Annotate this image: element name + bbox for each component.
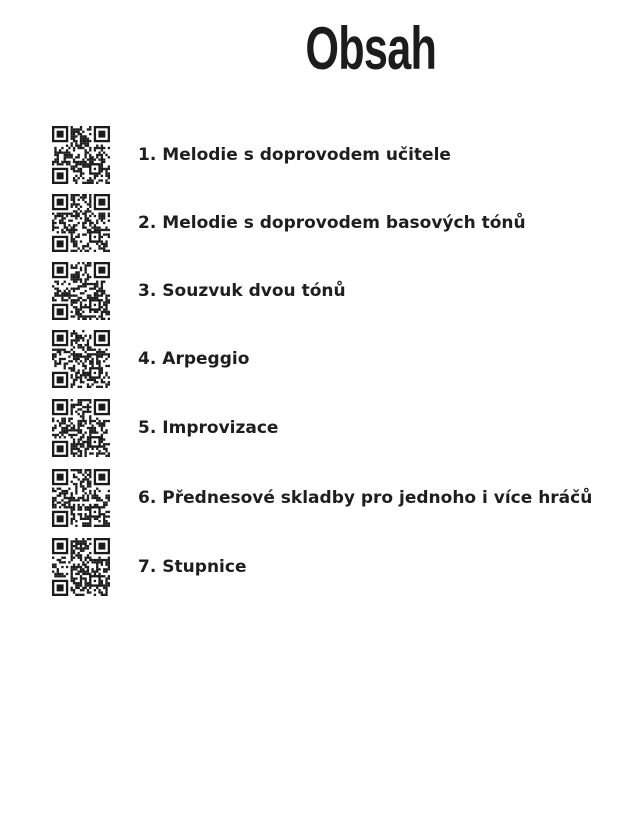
toc-entry-number: 2. [138, 213, 157, 233]
qr-code-icon[interactable] [52, 262, 110, 320]
toc-entry-number: 3. [138, 281, 157, 301]
toc-entry-label [138, 399, 278, 457]
toc-entry-5[interactable] [52, 399, 612, 457]
toc-entry-number: 7. [138, 557, 157, 577]
toc-entry-title: Melodie s doprovodem basových tónů [162, 213, 526, 233]
toc-entry-title: Arpeggio [162, 349, 250, 369]
qr-code-icon[interactable] [52, 126, 110, 184]
toc-entry-number: 1. [138, 145, 157, 165]
toc-entry-number: 4. [138, 349, 157, 369]
toc-entry-label [138, 194, 526, 252]
page-title: Obsah [305, 15, 437, 82]
toc-entry-title: Souzvuk dvou tónů [162, 281, 346, 301]
toc-entry-1[interactable] [52, 126, 612, 184]
qr-code-icon[interactable] [52, 469, 110, 527]
qr-code-icon[interactable] [52, 330, 110, 388]
toc-entry-4[interactable] [52, 330, 612, 388]
toc-entry-2[interactable] [52, 194, 612, 252]
toc-entry-label [138, 538, 246, 596]
toc-entry-label [138, 330, 249, 388]
qr-code-icon[interactable] [52, 538, 110, 596]
toc-entry-title: Melodie s doprovodem učitele [162, 145, 451, 165]
toc-entry-3[interactable] [52, 262, 612, 320]
toc-entry-label [138, 262, 346, 320]
toc-entry-label [138, 469, 592, 527]
toc-entry-title: Stupnice [162, 557, 247, 577]
toc-entry-7[interactable] [52, 538, 612, 596]
toc-entry-title: Improvizace [162, 418, 279, 438]
toc-entry-6[interactable] [52, 469, 612, 527]
toc-entry-number: 5. [138, 418, 157, 438]
qr-code-icon[interactable] [52, 194, 110, 252]
toc-entry-number: 6. [138, 488, 157, 508]
toc-entry-title: Přednesové skladby pro jednoho i více hráčů [162, 488, 593, 508]
qr-code-icon[interactable] [52, 399, 110, 457]
toc-entry-label [138, 126, 451, 184]
